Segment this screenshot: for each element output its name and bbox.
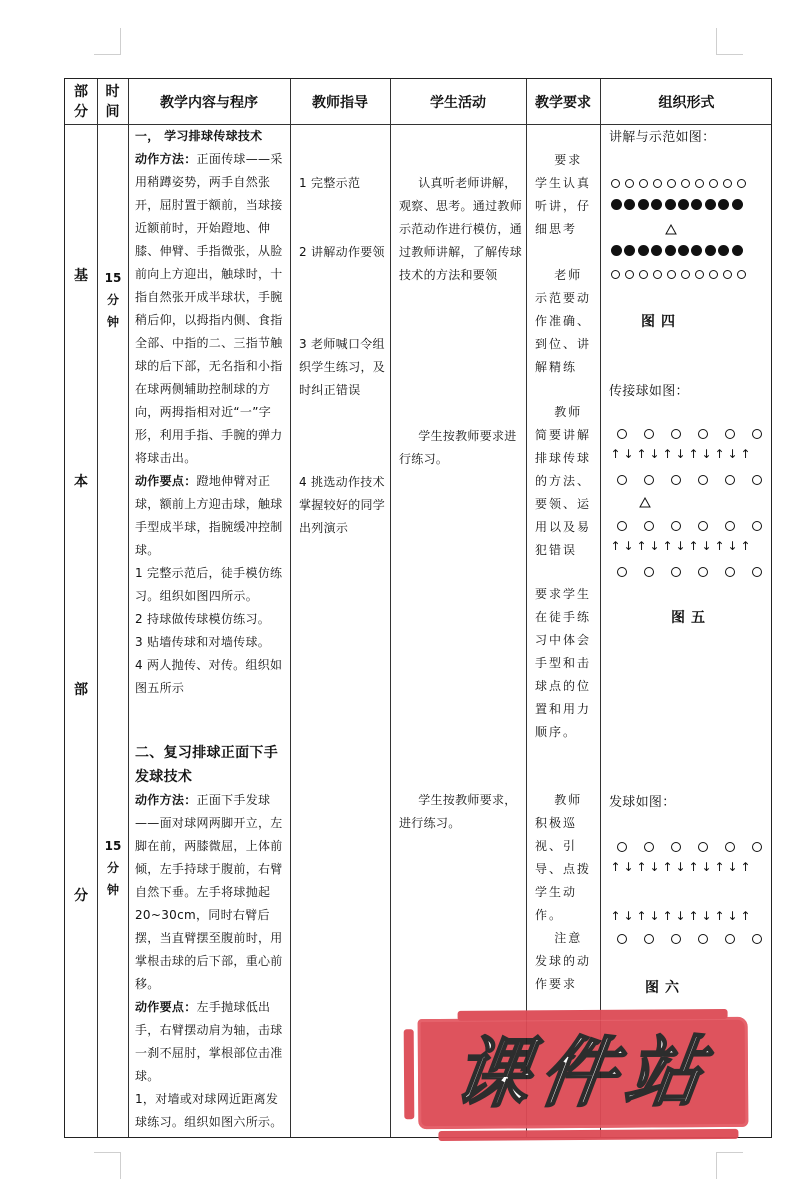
teacher-item: 3 老师喊口令组织学生练习，及时纠正错误 (299, 337, 386, 397)
fig4-row-hollow (611, 268, 771, 282)
student-ring-icon (725, 567, 735, 577)
arrow-up-icon: ↑ (688, 539, 699, 553)
arrow-up-icon: ↑ (636, 447, 647, 461)
column-divider (128, 79, 129, 1137)
fig4-row-filled (611, 245, 771, 259)
header-content: 教学内容与程序 (160, 95, 258, 111)
student-filled-icon (678, 199, 689, 210)
arrow-up-icon: ↑ (740, 447, 751, 461)
student-hollow-icon (709, 270, 718, 279)
student-filled-icon (691, 245, 702, 256)
arrow-down-icon: ↓ (623, 909, 634, 923)
page-corner-mark (94, 28, 121, 55)
teacher-item: 1 完整示范 (299, 176, 361, 190)
student-ring-icon (617, 429, 627, 439)
header-time-label: 时间 (105, 84, 120, 120)
student-hollow-icon (653, 270, 662, 279)
student-item: 学生按教师要求，进行练习。 (399, 793, 517, 830)
student-ring-icon (671, 934, 681, 944)
requirement-item: 老师示范要动作准确、到位、讲解精练 (535, 268, 592, 374)
student-ring-icon (725, 521, 735, 531)
arrow-up-icon: ↑ (688, 860, 699, 874)
time-unit: 分 (106, 861, 119, 875)
student-hollow-icon (737, 270, 746, 279)
student-ring-icon (698, 567, 708, 577)
student-ring-icon (671, 521, 681, 531)
part-char: 本 (74, 474, 88, 490)
part-char: 部 (74, 682, 88, 698)
student-filled-icon (732, 245, 743, 256)
requirement-item: 教师简要讲解排球传球的方法、要领、运用以及易犯错误 (535, 405, 592, 557)
method-label: 动作方法： (135, 793, 197, 807)
arrow-up-icon: ↑ (662, 539, 673, 553)
fig5-row-arrows (609, 447, 771, 461)
requirement-item: 教师积极巡视、引导、点拨学生动作。 (535, 793, 592, 922)
fig6-row-rings (617, 933, 771, 947)
student-ring-icon (644, 842, 654, 852)
student-hollow-icon (653, 179, 662, 188)
header-organization: 组织形式 (658, 95, 715, 111)
arrow-up-icon: ↑ (610, 860, 621, 874)
method-text: 正面传球——采用稍蹲姿势，两手自然张开，屈肘置于额前，当球接近额前时，开始蹬地、伸膝、伸臂、手指微张，从脸前向上方迎出，触球时，十指自然张开成半球状，手腕稍后仰，以拇指内侧、食指全部、中指的二、三指节触球的后下部，无名指和小指在球两侧辅助控制球的方向，两拇指相对近“一”字形，利用手指、手腕的弹力将球击出。 (135, 152, 283, 465)
student-filled-icon (624, 245, 635, 256)
student-ring-icon (725, 475, 735, 485)
method-text: 正面下手发球——面对球网两脚开立，左脚在前，两膝微屈，上体前倾，左手持球于腹前，右臂自然下垂。左手将球抛起 20~30cm，同时右臂后摆，当直臂摆至腹前时，用掌根击球的后下部，重心前移。 (135, 793, 283, 991)
student-filled-icon (678, 245, 689, 256)
method-label: 动作方法： (135, 152, 197, 166)
fig5-row-arrows (609, 539, 771, 553)
time-unit: 钟 (106, 315, 119, 329)
student-ring-icon (698, 842, 708, 852)
section1-content (135, 125, 287, 700)
time-minutes: 15 (104, 271, 122, 285)
student-ring-icon (698, 521, 708, 531)
step: 1 完整示范后，徒手模仿练习。组织如图四所示。 (135, 566, 283, 603)
student-ring-icon (644, 567, 654, 577)
arrow-up-icon: ↑ (636, 909, 647, 923)
arrow-down-icon: ↓ (727, 909, 738, 923)
student-filled-icon (705, 245, 716, 256)
step: 3 贴墙传球和对墙传球。 (135, 635, 271, 649)
student-hollow-icon (611, 270, 620, 279)
fig5-row-rings (617, 520, 771, 534)
student-ring-icon (617, 842, 627, 852)
arrow-down-icon: ↓ (727, 860, 738, 874)
arrow-down-icon: ↓ (675, 909, 686, 923)
student-hollow-icon (709, 179, 718, 188)
student-hollow-icon (695, 179, 704, 188)
student-ring-icon (617, 475, 627, 485)
student-ring-icon (752, 567, 762, 577)
requirement-item: 注意发球的动作要求 (535, 931, 592, 991)
part-char: 分 (74, 888, 88, 904)
arrow-up-icon: ↑ (610, 909, 621, 923)
student-ring-icon (644, 475, 654, 485)
student-filled-icon (665, 199, 676, 210)
student-ring-icon (698, 475, 708, 485)
arrow-up-icon: ↑ (636, 539, 647, 553)
arrow-down-icon: ↓ (701, 909, 712, 923)
fig5-row-rings (617, 566, 771, 580)
arrow-down-icon: ↓ (727, 447, 738, 461)
student-filled-icon (718, 199, 729, 210)
student-item: 学生按教师要求进行练习。 (399, 429, 517, 466)
student-hollow-icon (681, 179, 690, 188)
student-hollow-icon (611, 179, 620, 188)
student-ring-icon (617, 521, 627, 531)
fig4-row-filled (611, 199, 771, 213)
page-corner-mark (94, 1152, 121, 1179)
header-time (97, 79, 128, 125)
student-hollow-icon (737, 179, 746, 188)
student-ring-icon (644, 521, 654, 531)
student-hollow-icon (625, 270, 634, 279)
student-filled-icon (718, 245, 729, 256)
section1-title: 一， 学习排球传球技术 (135, 129, 263, 143)
student-filled-icon (665, 245, 676, 256)
arrow-down-icon: ↓ (701, 447, 712, 461)
fig5-row-rings (617, 474, 771, 488)
time-block-2 (102, 835, 124, 901)
fig4-caption: 图四 (641, 314, 681, 330)
step: 2 持球做传球模仿练习。 (135, 612, 271, 626)
student-item: 认真听老师讲解，观察、思考。通过教师示范动作进行模仿，通过教师讲解，了解传球技术的方法和要领 (399, 176, 523, 282)
fig4-row-hollow (611, 177, 771, 191)
section2-content (135, 741, 287, 1134)
student-ring-icon (752, 521, 762, 531)
arrow-up-icon: ↑ (740, 860, 751, 874)
arrow-down-icon: ↓ (623, 539, 634, 553)
arrow-down-icon: ↓ (675, 539, 686, 553)
student-filled-icon (691, 199, 702, 210)
arrow-up-icon: ↑ (610, 539, 621, 553)
student-hollow-icon (625, 179, 634, 188)
key-label: 动作要点： (135, 1000, 197, 1014)
key-text: 左手抛球低出手，右臂摆动肩为轴，击球一刹不屈肘，掌根部位击准球。 (135, 1000, 283, 1083)
student-ring-icon (752, 842, 762, 852)
fig4-intro: 讲解与示范如图： (609, 130, 716, 145)
student-hollow-icon (667, 270, 676, 279)
key-text: 蹬地伸臂对正球，额前上方迎击球，触球手型成半球，指腕缓冲控制球。 (135, 474, 283, 557)
step: 1，对墙或对球网近距离发球练习。组织如图六所示。 (135, 1092, 283, 1129)
arrow-up-icon: ↑ (688, 909, 699, 923)
student-filled-icon (651, 245, 662, 256)
fig6-row-rings (617, 841, 771, 855)
watermark-text: 课件站 (448, 1027, 719, 1118)
arrow-up-icon: ↑ (740, 909, 751, 923)
arrow-up-icon: ↑ (714, 539, 725, 553)
student-filled-icon (732, 199, 743, 210)
student-ring-icon (698, 934, 708, 944)
student-ring-icon (671, 429, 681, 439)
fig6-row-arrows (609, 860, 771, 874)
step: 4 两人抛传、对传。组织如图五所示 (135, 658, 283, 695)
section2-title: 二、复习排球正面下手发球技术 (135, 745, 278, 785)
fig5-caption: 图五 (671, 610, 711, 626)
arrow-down-icon: ↓ (623, 860, 634, 874)
lesson-plan-table (64, 78, 772, 1138)
fig6-row-arrows (609, 909, 771, 923)
key-label: 动作要点： (135, 474, 197, 488)
fig5-row-rings (617, 428, 771, 442)
student-ring-icon (671, 567, 681, 577)
student-filled-icon (611, 199, 622, 210)
student-ring-icon (617, 567, 627, 577)
requirement-item: 要求学生在徒手练习中体会手型和击球点的位置和用力顺序。 (535, 587, 592, 739)
teacher-item: 4 挑选动作技术掌握较好的同学出列演示 (299, 475, 386, 535)
student-ring-icon (752, 475, 762, 485)
student-ring-icon (644, 429, 654, 439)
watermark-stamp (418, 1017, 749, 1129)
column-divider (97, 79, 98, 1137)
page-corner-mark (716, 28, 743, 55)
arrow-down-icon: ↓ (649, 447, 660, 461)
student-ring-icon (617, 934, 627, 944)
student-filled-icon (638, 199, 649, 210)
stamp-edge (458, 1009, 728, 1021)
arrow-up-icon: ↑ (714, 447, 725, 461)
fig6-caption: 图六 (645, 980, 685, 996)
arrow-down-icon: ↓ (727, 539, 738, 553)
student-filled-icon (705, 199, 716, 210)
student-hollow-icon (639, 270, 648, 279)
arrow-up-icon: ↑ (714, 860, 725, 874)
arrow-down-icon: ↓ (701, 860, 712, 874)
arrow-up-icon: ↑ (610, 447, 621, 461)
student-ring-icon (752, 429, 762, 439)
time-block-1 (102, 267, 124, 333)
student-ring-icon (752, 934, 762, 944)
time-unit: 分 (106, 293, 119, 307)
arrow-down-icon: ↓ (623, 447, 634, 461)
arrow-up-icon: ↑ (636, 860, 647, 874)
fig5-intro: 传接球如图： (609, 384, 689, 399)
organization-column (607, 125, 771, 1135)
student-filled-icon (638, 245, 649, 256)
student-hollow-icon (695, 270, 704, 279)
requirement-item: 要求学生认真听讲，仔细思考 (535, 153, 592, 236)
arrow-down-icon: ↓ (649, 909, 660, 923)
page-corner-mark (716, 1152, 743, 1179)
student-hollow-icon (681, 270, 690, 279)
column-divider (390, 79, 391, 1137)
student-hollow-icon (723, 270, 732, 279)
arrow-up-icon: ↑ (662, 447, 673, 461)
student-hollow-icon (723, 179, 732, 188)
header-requirement: 教学要求 (535, 95, 591, 111)
column-divider (290, 79, 291, 1137)
part-char: 基 (74, 268, 88, 284)
arrow-up-icon: ↑ (662, 909, 673, 923)
column-divider (600, 79, 601, 1137)
teacher-item: 2 讲解动作要领 (299, 245, 385, 259)
arrow-up-icon: ↑ (662, 860, 673, 874)
arrow-up-icon: ↑ (714, 909, 725, 923)
header-part-label: 部分 (74, 84, 88, 120)
stamp-edge (438, 1129, 738, 1141)
header-part (65, 79, 97, 125)
time-minutes: 15 (104, 839, 122, 853)
student-ring-icon (671, 475, 681, 485)
student-hollow-icon (639, 179, 648, 188)
student-ring-icon (671, 842, 681, 852)
student-ring-icon (725, 842, 735, 852)
column-divider (526, 79, 527, 1137)
arrow-up-icon: ↑ (740, 539, 751, 553)
arrow-down-icon: ↓ (675, 447, 686, 461)
arrow-down-icon: ↓ (649, 539, 660, 553)
header-teacher: 教师指导 (312, 95, 368, 111)
student-ring-icon (725, 934, 735, 944)
arrow-up-icon: ↑ (688, 447, 699, 461)
header-student: 学生活动 (430, 95, 486, 111)
time-unit: 钟 (106, 883, 119, 897)
fig6-intro: 发球如图： (609, 795, 676, 810)
student-filled-icon (624, 199, 635, 210)
arrow-down-icon: ↓ (675, 860, 686, 874)
student-ring-icon (725, 429, 735, 439)
arrow-down-icon: ↓ (701, 539, 712, 553)
student-filled-icon (651, 199, 662, 210)
student-filled-icon (611, 245, 622, 256)
student-hollow-icon (667, 179, 676, 188)
student-ring-icon (698, 429, 708, 439)
arrow-down-icon: ↓ (649, 860, 660, 874)
student-ring-icon (644, 934, 654, 944)
